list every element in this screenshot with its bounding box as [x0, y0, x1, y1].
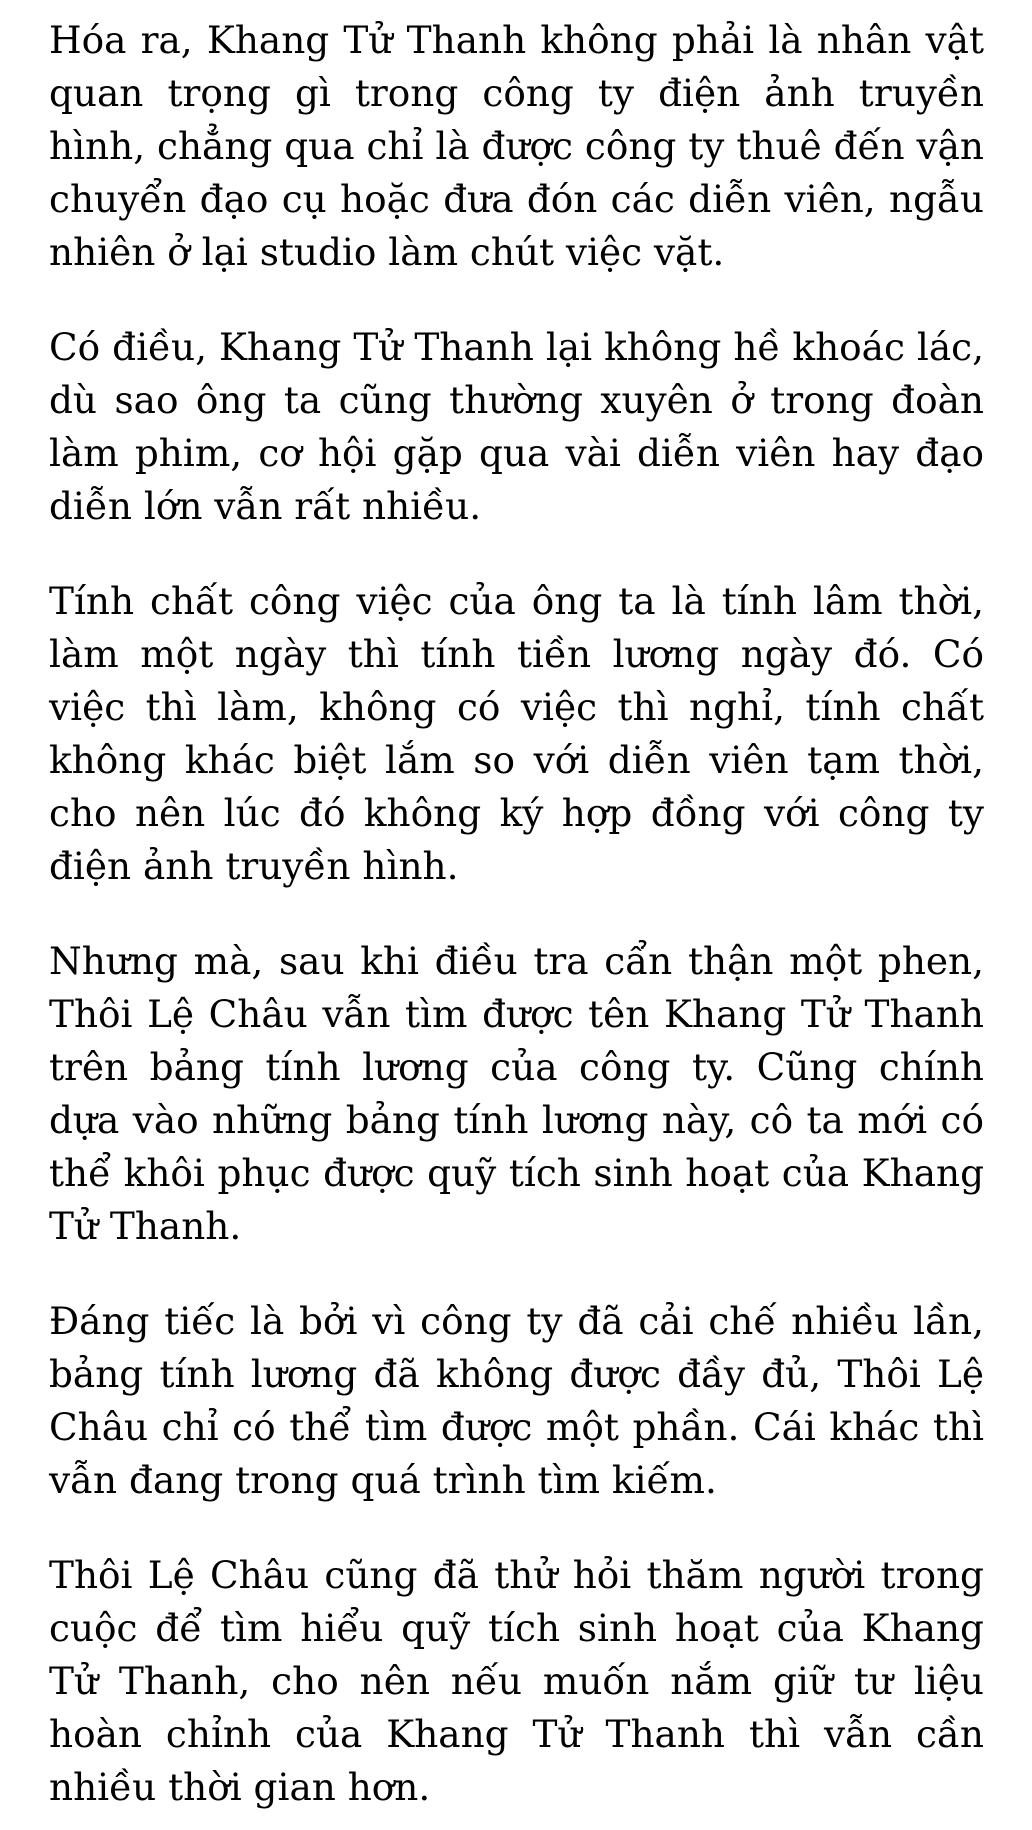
paragraph-5: Đáng tiếc là bởi vì công ty đã cải chế nhiều lần, bảng tính lương đã không được đầy đủ, Thôi Lệ Châu chỉ có thể tìm được một phần. Cái khác thì vẫn đang trong quá trình tìm kiếm.	[49, 1299, 984, 1502]
paragraph-3: Tính chất công việc của ông ta là tính lâm thời, làm một ngày thì tính tiền lương ngày đó. Có việc thì làm, không có việc thì nghỉ, tính chất không khác biệt lắm so với diễn viên tạm thời, cho nên lúc đó không ký hợp đồng với công ty điện ảnh truyền hình.	[49, 579, 984, 888]
paragraph-6: Thôi Lệ Châu cũng đã thử hỏi thăm người trong cuộc để tìm hiểu quỹ tích sinh hoạt của Khang Tử Thanh, cho nên nếu muốn nắm giữ tư liệu hoàn chỉnh của Khang Tử Thanh thì vẫn cần nhiều thời gian hơn.	[49, 1553, 984, 1809]
reader-page	[49, 14, 984, 1814]
paragraph-4: Nhưng mà, sau khi điều tra cẩn thận một phen, Thôi Lệ Châu vẫn tìm được tên Khang Tử Thanh trên bảng tính lương của công ty. Cũng chính dựa vào những bảng tính lương này, cô ta mới có thể khôi phục được quỹ tích sinh hoạt của Khang Tử Thanh.	[49, 939, 984, 1248]
paragraph-1: Hóa ra, Khang Tử Thanh không phải là nhân vật quan trọng gì trong công ty điện ảnh truyền hình, chẳng qua chỉ là được công ty thuê đến vận chuyển đạo cụ hoặc đưa đón các diễn viên, ngẫu nhiên ở lại studio làm chút việc vặt.	[49, 18, 984, 274]
paragraph-2: Có điều, Khang Tử Thanh lại không hề khoác lác, dù sao ông ta cũng thường xuyên ở trong đoàn làm phim, cơ hội gặp qua vài diễn viên hay đạo diễn lớn vẫn rất nhiều.	[49, 325, 984, 528]
